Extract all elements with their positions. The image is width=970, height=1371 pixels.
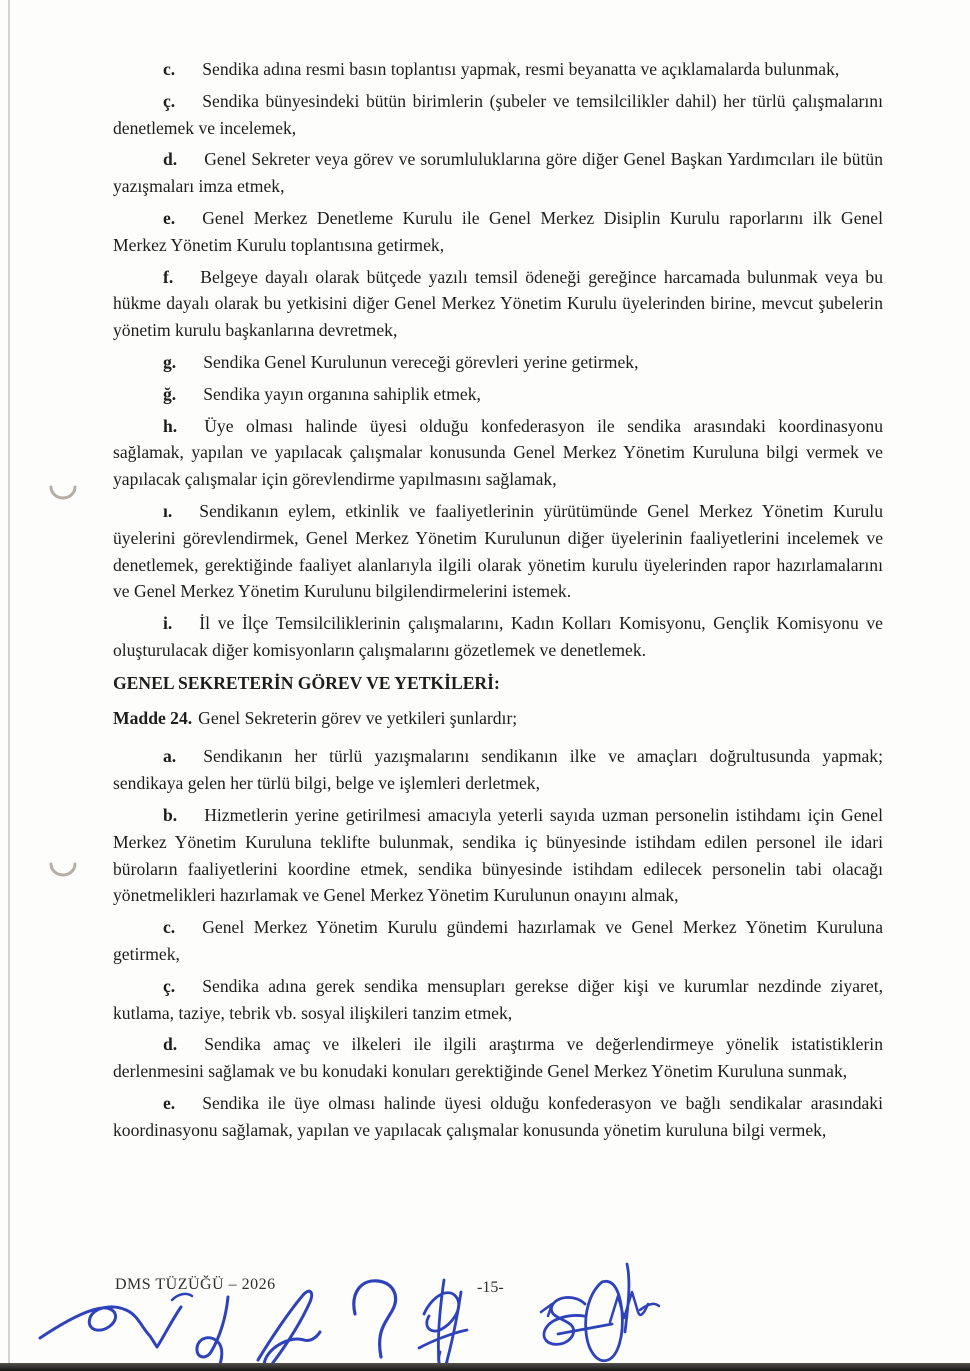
list-item-c: [113, 56, 883, 83]
list-item-c2: [113, 914, 883, 968]
bottom-scan-edge: [0, 1363, 970, 1371]
list-item-cc2: [113, 973, 883, 1027]
item-label: h.: [163, 415, 178, 436]
punch-hole-shadow-icon: [48, 481, 78, 507]
madde-text: Genel Sekreterin görev ve yetkileri şunlardır;: [198, 707, 518, 728]
item-text: Genel Merkez Yönetim Kurulu gündemi hazırlamak ve Genel Merkez Yönetim Kuruluna getirmek,: [113, 917, 883, 964]
list-item-b2: [113, 802, 883, 909]
footer-page-number: -15-: [477, 1279, 504, 1296]
footer-document-title: DMS TÜZÜĞÜ – 2026: [115, 1276, 276, 1293]
list-item-gg: [113, 381, 883, 408]
list-item-d: [113, 146, 883, 200]
item-text: Sendikanın eylem, etkinlik ve faaliyetlerinin yürütümünde Genel Merkez Yönetim Kurulu üyelerini görevlendirmek, Genel Merkez Yönetim Kurulunun diğer üyelerinin faaliyetlerini incelemek ve denetlemek, gerektiğinde faaliyet alanlarıyla ilgili olarak yönetim kurulu üyelerinden rapor hazırlamalarını ve Genel Merkez Yönetim Kurulunu bilgilendirmelerini istemek.: [113, 500, 883, 602]
item-label: e.: [163, 1092, 176, 1113]
list-item-h: [113, 413, 883, 493]
item-text: Üye olması halinde üyesi olduğu konfederasyon ile sendika arasındaki koordinasyonu sağlamak, yapılan ve yapılacak çalışmalar konusunda Genel Merkez Yönetim Kuruluna bilgi vermek ve yapılacak çalışmalar için görevlendirme yapılmasını sağlamak,: [113, 415, 883, 490]
list-item-g: [113, 349, 883, 376]
item-text: Sendika adına resmi basın toplantısı yapmak, resmi beyanatta ve açıklamalarda bulunmak,: [202, 59, 840, 79]
item-text: Sendika bünyesindeki bütün birimlerin (şubeler ve temsilcilikler dahil) her türlü çalışmalarını denetlemek ve incelemek,: [113, 90, 883, 138]
item-text: Sendika Genel Kurulunun vereceği görevleri yerine getirmek,: [203, 351, 639, 372]
item-text: Sendikanın her türlü yazışmalarını sendikanın ilke ve amaçları doğrultusunda yapmak; sendikaya gelen her türlü bilgi, belge ve işlemleri derletmek,: [113, 746, 883, 794]
list-item-cc: [113, 88, 883, 142]
item-label: b.: [163, 804, 178, 825]
signature-1: [40, 1294, 192, 1347]
item-text: Sendika amaç ve ilkeleri ile ilgili araştırma ve değerlendirmeye yönelik istatistiklerin derlenmesini sağlamak ve bu konudaki konuları gerektiğinde Genel Merkez Yönetim Kuruluna sunmak,: [113, 1034, 883, 1082]
signature-3: [258, 1291, 320, 1367]
item-text: Sendika yayın organına sahiplik etmek,: [203, 383, 481, 404]
item-label: d.: [163, 149, 178, 170]
item-label: f.: [163, 266, 174, 287]
signature-2: [197, 1297, 228, 1370]
list-item-i-dotless: [113, 498, 883, 605]
signature-4: [354, 1281, 396, 1357]
item-label: c.: [163, 59, 176, 79]
item-text: Belgeye dayalı olarak bütçede yazılı temsil ödeneği gereğince harcamada bulunmak veya bu hükme dayalı olarak bu yetkisini diğer Genel Merkez Yönetim Kurulu üyelerinden birine, mevcut şubelerin yönetim kurulu başkanlarına devretmek,: [113, 266, 883, 341]
left-scan-edge: [8, 0, 10, 1363]
list-item-f: [113, 264, 883, 344]
list-item-d2: [113, 1031, 883, 1085]
item-label: c.: [163, 917, 176, 938]
item-text: Genel Sekreter veya görev ve sorumluluklarına göre diğer Genel Başkan Yardımcıları ile bütün yazışmaları imza etmek,: [113, 149, 883, 197]
signatures-layer: [0, 1252, 970, 1371]
item-text: İl ve İlçe Temsilciliklerinin çalışmalarını, Kadın Kolları Komisyonu, Gençlik Komisyonu ve oluşturulacak diğer komisyonların çalışmalarını gözetlemek ve denetlemek.: [113, 613, 883, 660]
document-body: [113, 56, 883, 1143]
item-text: Sendika adına gerek sendika mensupları gerekse diğer kişi ve kurumlar nezdinde ziyaret, kutlama, taziye, tebrik vb. sosyal ilişkileri tanzim etmek,: [113, 975, 883, 1023]
signature-6: [541, 1297, 612, 1344]
item-label: ı.: [163, 500, 173, 521]
list-item-e2: [113, 1090, 883, 1144]
punch-hole-shadow-icon: [48, 858, 78, 884]
item-text: Sendika ile üye olması halinde üyesi olduğu konfederasyon ve bağlı sendikalar arasındaki koordinasyonu sağlamak, yapılan ve yapılacak çalışmalar konusunda yönetim kuruluna bilgi vermek,: [113, 1092, 883, 1140]
signature-7: [586, 1264, 659, 1361]
item-label: e.: [163, 207, 176, 228]
list-item-e: [113, 205, 883, 259]
list-item-i: [113, 610, 883, 664]
madde-label: Madde 24.: [113, 707, 193, 728]
item-label: a.: [163, 746, 177, 767]
item-label: d.: [163, 1034, 178, 1055]
list-item-a2: [113, 743, 883, 797]
item-label: ç.: [163, 90, 176, 111]
madde-24-line: [113, 705, 883, 732]
signature-5: [419, 1280, 467, 1371]
item-text: Hizmetlerin yerine getirilmesi amacıyla yeterli sayıda uzman personelin istihdamı için Genel Merkez Yönetim Kuruluna teklifte bulunmak, sendika iç bünyesinde istihdam edilen personel ile idari büroların faaliyetlerini koordine etmek, sendika bünyesinde istihdam edilecek personelin tabi olacağı yönetmelikleri hazırlamak ve Genel Merkez Yönetim Kurulunun onayını almak,: [113, 804, 883, 906]
item-label: i.: [163, 613, 173, 634]
item-text: Genel Merkez Denetleme Kurulu ile Genel Merkez Disiplin Kurulu raporlarını ilk Genel Merkez Yönetim Kurulu toplantısına getirmek,: [113, 207, 883, 255]
item-label: ğ.: [163, 383, 177, 404]
section-heading: GENEL SEKRETERİN GÖREV VE YETKİLERİ:: [113, 672, 500, 693]
item-label: g.: [163, 351, 177, 372]
item-label: ç.: [163, 975, 176, 996]
